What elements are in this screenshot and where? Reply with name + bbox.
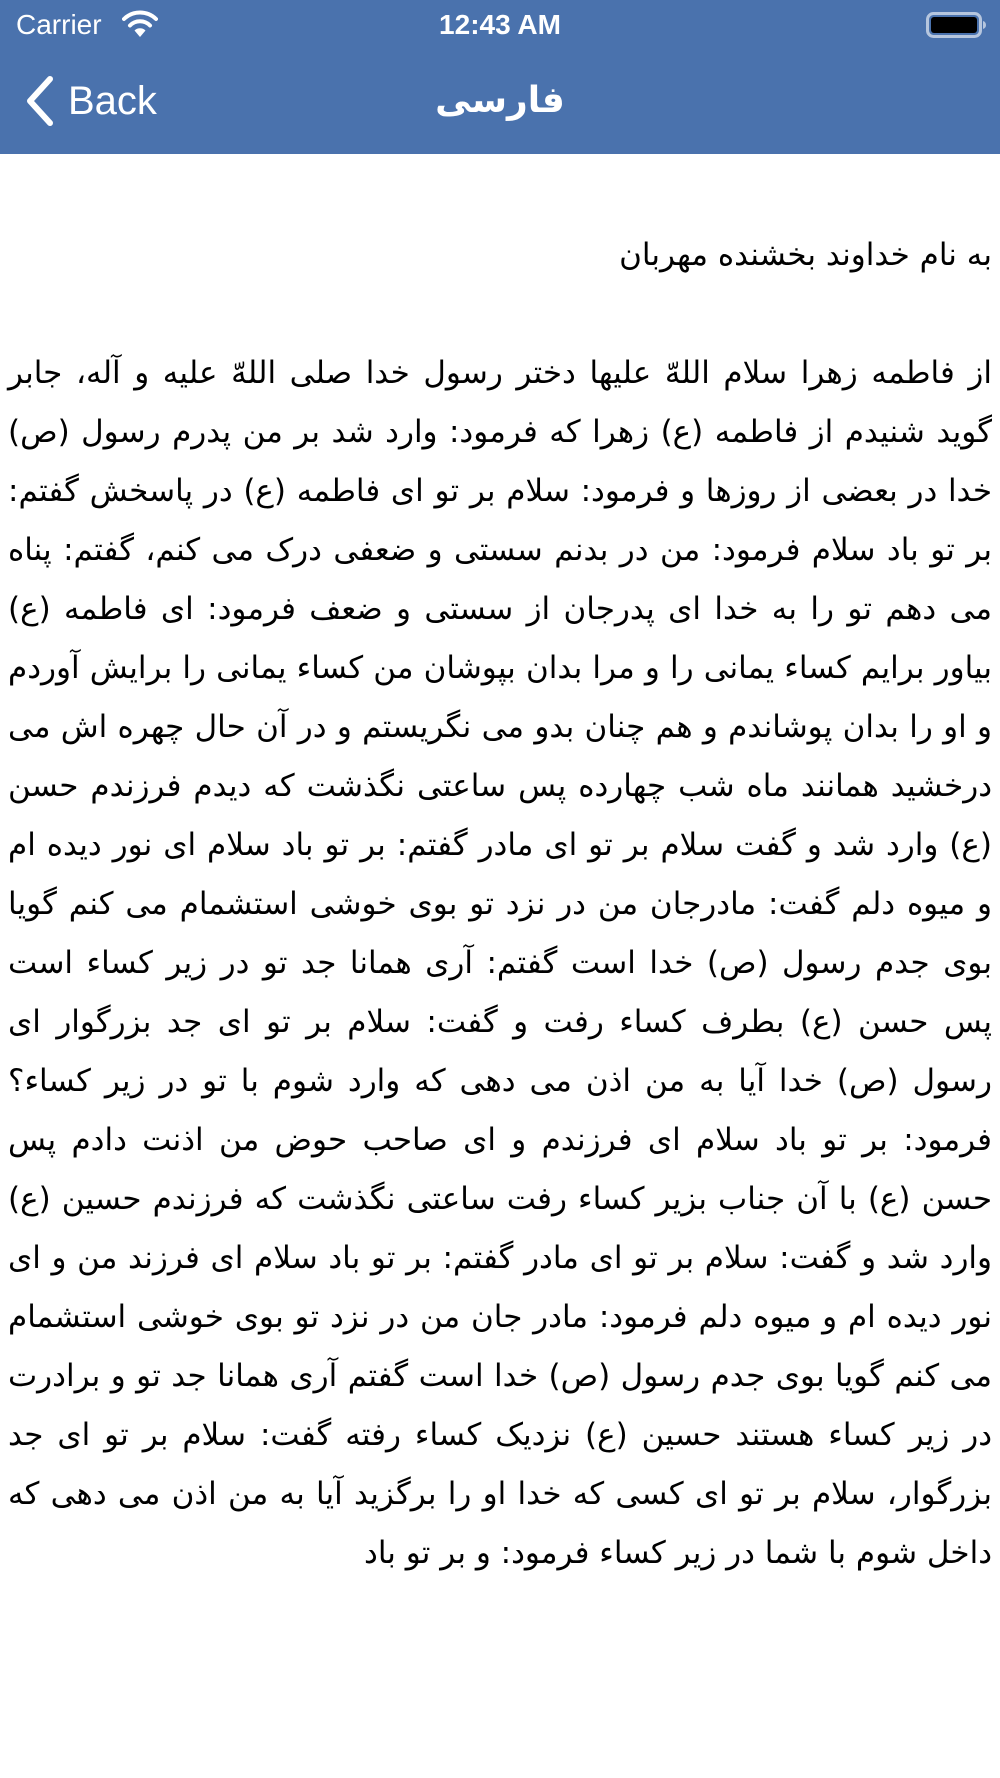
bismillah-heading: به نام خداوند بخشنده مهربان: [619, 237, 992, 273]
text-body: [8, 226, 992, 1583]
page-title: فارسی: [435, 80, 565, 121]
status-bar: [0, 0, 1000, 50]
status-time: 12:43 AM: [439, 9, 561, 40]
back-label: Back: [68, 78, 157, 123]
back-button[interactable]: [24, 72, 157, 130]
carrier-label: Carrier: [16, 9, 102, 40]
battery-icon: [926, 10, 988, 40]
content-scroll-view[interactable]: [0, 154, 1000, 1778]
navigation-bar: [0, 0, 1000, 154]
spacer: [8, 285, 992, 344]
chevron-left-icon: [24, 75, 54, 127]
dua-text: از فاطمه زهرا سلام اللهّ علیها دختر رسول خدا صلی اللهّ علیه و آله، جابر گوید شنیدم از فاطمه (ع) زهرا که فرمود: وارد شد بر من پدرم رسول (ص) خدا در بعضی از روزها و فرمود: سلام بر تو ای فاطمه (ع) در پاسخش گفتم: بر تو باد سلام فرمود: من در بدنم سستی و ضعفی درک می کنم، گفتم: پناه می دهم تو را به خدا ای پدرجان از سستی و ضعف فرمود: ای فاطمه (ع) بیاور برایم کساء یمانی را و مرا بدان بپوشان من کساء یمانی را برایش آوردم و او را بدان پوشاندم و هم چنان بدو می نگریستم و در آن حال چهره اش می درخشید همانند ماه شب چهارده پس ساعتی نگذشت که دیدم فرزندم حسن (ع) وارد شد و گفت سلام بر تو ای مادر گفتم: بر تو باد سلام ای نور دیده ام و میوه دلم گفت: مادرجان من در نزد تو بوی خوشی استشمام می کنم گویا بوی جدم رسول (ص) خدا است گفتم: آری همانا جد تو در زیر کساء است پس حسن (ع) بطرف کساء رفت و گفت: سلام بر تو ای جد بزرگوار ای رسول (ص) خدا آیا به من اذن می دهی که وارد شوم با تو در زیر کساء؟ فرمود: بر تو باد سلام ای فرزندم و ای صاحب حوض من اذنت دادم پس حسن (ع) با آن جناب بزیر کساء رفت ساعتی نگذشت که فرزندم حسین (ع) وارد شد و گفت: سلام بر تو ای مادر گفتم: بر تو باد سلام ای فرزند من و ای نور دیده ام و میوه دلم فرمود: مادر جان من در نزد تو بوی خوشی استشمام می کنم گویا بوی جدم رسول (ص) خدا است گفتم آری همانا جد تو و برادرت در زیر کساء هستند حسین (ع) نزدیک کساء رفته گفت: سلام بر تو ای جد بزرگوار، سلام بر تو ای کسی که خدا او را برگزید آیا به من اذن می دهی که داخل شوم با شما در زیر کساء فرمود: و بر تو باد: [8, 355, 992, 1571]
